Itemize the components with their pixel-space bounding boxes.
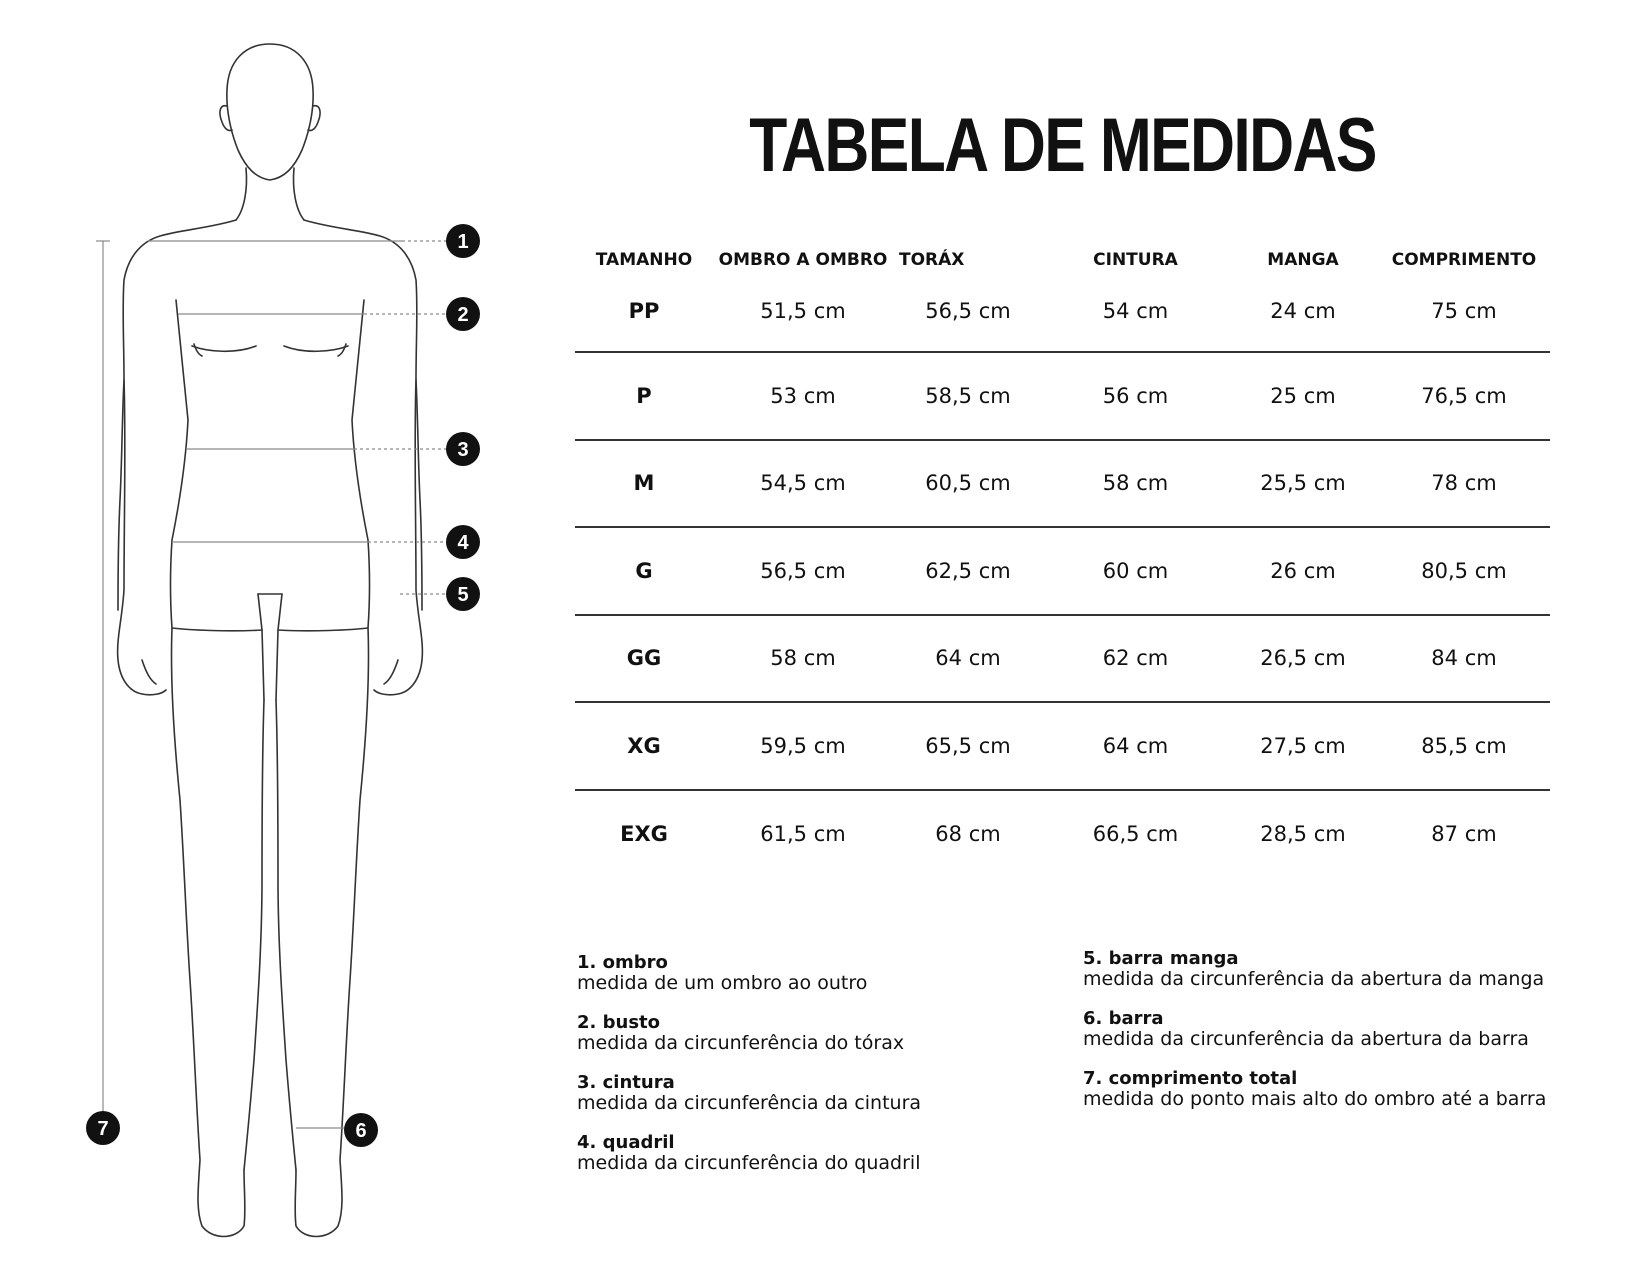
svg-text:1: 1 <box>457 231 469 253</box>
comprimento-cell: 80,5 cm <box>1421 558 1507 583</box>
size-cell: P <box>636 383 652 408</box>
comprimento-cell: 87 cm <box>1431 822 1497 847</box>
torax-cell: 56,5 cm <box>925 298 1011 323</box>
legend-title: 6. barra <box>1083 1008 1164 1029</box>
manga-cell: 28,5 cm <box>1260 822 1346 847</box>
cintura-cell: 58 cm <box>1102 471 1169 496</box>
marker-4 <box>446 525 480 559</box>
marker-7 <box>86 1111 120 1145</box>
manga-cell: 24 cm <box>1270 298 1336 323</box>
legend-item <box>577 1132 921 1174</box>
header-ombro: OMBRO A OMBRO <box>718 250 888 270</box>
legend-item <box>577 1072 921 1114</box>
size-table <box>575 240 1550 878</box>
torax-cell: 58,5 cm <box>925 383 1011 408</box>
table-row <box>575 353 1550 441</box>
body-outline <box>118 44 423 1237</box>
legend-desc: medida da circunferência da abertura da barra <box>1083 1028 1529 1050</box>
manga-cell: 26 cm <box>1270 558 1336 583</box>
legend-desc: medida de um ombro ao outro <box>577 972 868 994</box>
ombro-cell: 54,5 cm <box>760 471 846 496</box>
legend-title: 5. barra manga <box>1083 948 1239 969</box>
comprimento-cell: 85,5 cm <box>1421 733 1507 758</box>
torax-cell: 65,5 cm <box>925 733 1011 758</box>
manga-cell: 25,5 cm <box>1260 471 1346 496</box>
size-cell: G <box>635 558 653 583</box>
size-cell: XG <box>627 733 661 758</box>
legend-desc: medida da circunferência da abertura da manga <box>1083 968 1545 990</box>
cintura-cell: 62 cm <box>1102 646 1169 671</box>
legend-title: 3. cintura <box>577 1072 675 1093</box>
legend-right <box>1083 948 1546 1128</box>
legend-item <box>1083 1068 1546 1110</box>
legend-left <box>577 952 921 1192</box>
legend-item <box>1083 1008 1546 1050</box>
header-cintura: CINTURA <box>1093 250 1178 270</box>
svg-text:3: 3 <box>457 439 469 461</box>
table-header <box>575 240 1550 280</box>
table-row <box>575 528 1550 616</box>
legend-item <box>1083 948 1546 990</box>
ombro-cell: 61,5 cm <box>760 822 846 847</box>
torax-cell: 62,5 cm <box>925 558 1011 583</box>
table-row <box>575 616 1550 704</box>
header-tamanho: TAMANHO <box>595 250 693 270</box>
svg-text:6: 6 <box>355 1120 367 1142</box>
legend-desc: medida do ponto mais alto do ombro até a barra <box>1083 1088 1547 1110</box>
marker-2 <box>446 297 480 331</box>
manga-cell: 27,5 cm <box>1260 733 1346 758</box>
header-comprimento: COMPRIMENTO <box>1391 250 1537 270</box>
cintura-cell: 56 cm <box>1102 383 1169 408</box>
table-row <box>575 280 1550 353</box>
legend-desc: medida da circunferência do quadril <box>577 1152 921 1174</box>
legend-item <box>577 952 921 994</box>
legend-title: 1. ombro <box>577 952 668 973</box>
marker-5 <box>446 577 480 611</box>
marker-6 <box>344 1113 378 1147</box>
header-manga: MANGA <box>1267 250 1339 270</box>
table-row <box>575 703 1550 791</box>
page-title: TABELA DE MEDIDAS <box>749 103 1376 188</box>
table-row <box>575 791 1550 879</box>
ombro-cell: 58 cm <box>770 646 836 671</box>
torax-cell: 64 cm <box>935 646 1001 671</box>
ombro-cell: 53 cm <box>770 383 836 408</box>
cintura-cell: 64 cm <box>1102 733 1169 758</box>
torax-cell: 60,5 cm <box>925 471 1011 496</box>
comprimento-cell: 76,5 cm <box>1421 383 1507 408</box>
manga-cell: 26,5 cm <box>1260 646 1346 671</box>
body-measurement-figure <box>0 0 560 1279</box>
svg-text:2: 2 <box>457 304 469 326</box>
table-row <box>575 441 1550 529</box>
legend-title: 4. quadril <box>577 1132 675 1153</box>
legend-desc: medida da circunferência do tórax <box>577 1032 905 1054</box>
marker-3 <box>446 432 480 466</box>
ombro-cell: 59,5 cm <box>760 733 846 758</box>
ombro-cell: 51,5 cm <box>760 298 846 323</box>
legend-title: 7. comprimento total <box>1083 1068 1298 1089</box>
comprimento-cell: 78 cm <box>1431 471 1497 496</box>
marker-1 <box>446 224 480 258</box>
size-cell: EXG <box>620 822 668 847</box>
cintura-cell: 66,5 cm <box>1092 822 1179 847</box>
torax-cell: 68 cm <box>935 822 1001 847</box>
comprimento-cell: 84 cm <box>1431 646 1497 671</box>
comprimento-cell: 75 cm <box>1431 298 1497 323</box>
legend-desc: medida da circunferência da cintura <box>577 1092 922 1114</box>
cintura-cell: 54 cm <box>1102 298 1169 323</box>
header-torax: TORÁX <box>899 250 965 270</box>
svg-text:7: 7 <box>97 1118 109 1140</box>
size-cell: M <box>633 471 655 496</box>
ombro-cell: 56,5 cm <box>760 558 846 583</box>
cintura-cell: 60 cm <box>1102 558 1169 583</box>
svg-text:5: 5 <box>457 584 469 606</box>
legend-title: 2. busto <box>577 1012 661 1033</box>
size-cell: PP <box>628 298 660 323</box>
size-cell: GG <box>626 646 662 671</box>
manga-cell: 25 cm <box>1270 383 1336 408</box>
legend-item <box>577 1012 921 1054</box>
svg-text:4: 4 <box>457 532 469 554</box>
